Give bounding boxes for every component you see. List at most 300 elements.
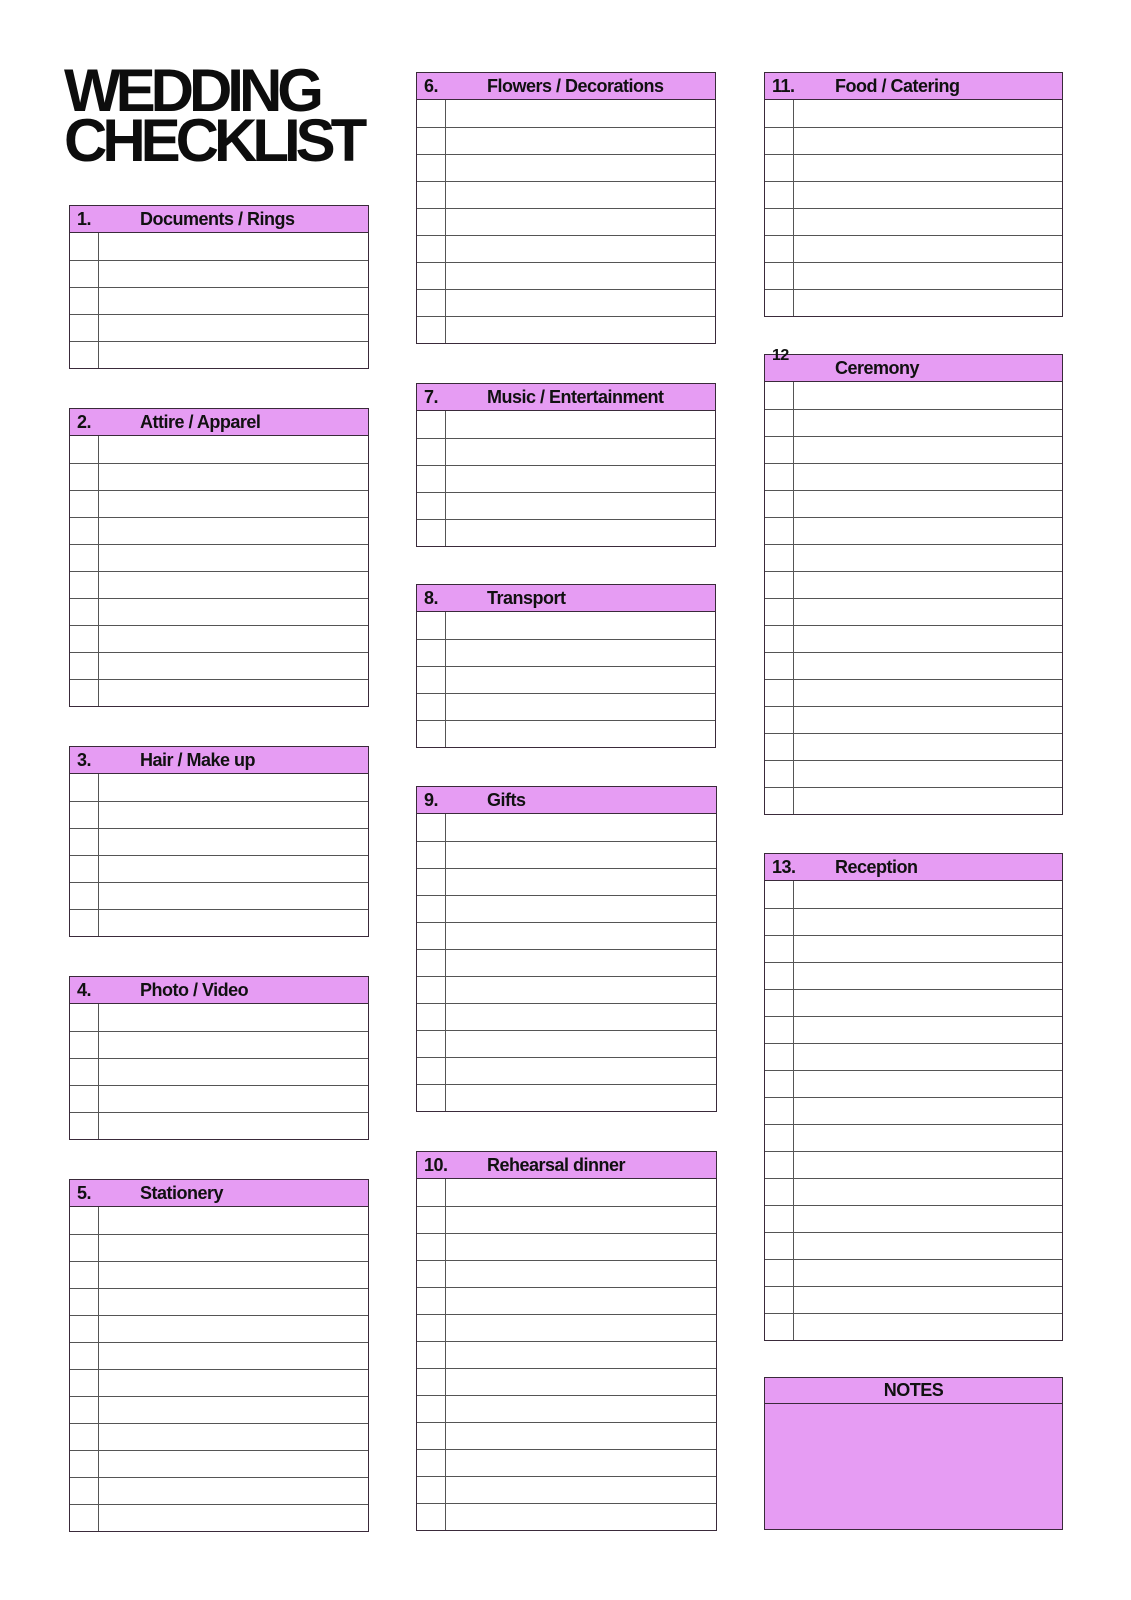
checkbox-cell[interactable] — [417, 1504, 446, 1530]
checklist-row — [765, 1124, 1062, 1151]
task-entry-line[interactable] — [794, 491, 1062, 517]
checkbox-cell[interactable] — [70, 436, 99, 463]
task-entry-line[interactable] — [794, 788, 1062, 814]
task-entry-line[interactable] — [794, 963, 1062, 989]
checkbox-cell[interactable] — [70, 1397, 99, 1423]
task-entry-line[interactable] — [446, 317, 715, 343]
task-entry-line[interactable] — [794, 881, 1062, 908]
checkbox-cell[interactable] — [765, 1287, 794, 1313]
task-entry-line[interactable] — [794, 707, 1062, 733]
checklist-row — [417, 814, 716, 841]
checkbox-cell[interactable] — [70, 680, 99, 706]
section-header — [765, 347, 1062, 382]
checklist-row — [765, 235, 1062, 262]
task-entry-line[interactable] — [446, 263, 715, 289]
checklist-row — [70, 679, 368, 706]
task-entry-line[interactable] — [99, 856, 368, 882]
checkbox-cell[interactable] — [70, 464, 99, 490]
checkbox-cell[interactable] — [70, 802, 99, 828]
checkbox-cell[interactable] — [70, 1316, 99, 1342]
checkbox-cell[interactable] — [765, 491, 794, 517]
title-line-2: CHECKLIST — [64, 107, 363, 174]
checklist-row — [70, 571, 368, 598]
task-entry-line[interactable] — [446, 466, 715, 492]
task-entry-line[interactable] — [794, 100, 1062, 127]
task-entry-line[interactable] — [794, 1260, 1062, 1286]
task-entry-line[interactable] — [794, 990, 1062, 1016]
checklist-row — [765, 1232, 1062, 1259]
task-entry-line[interactable] — [99, 774, 368, 801]
task-entry-line[interactable] — [446, 100, 715, 127]
checkbox-cell[interactable] — [417, 612, 446, 639]
checkbox-cell[interactable] — [765, 572, 794, 598]
checkbox-cell[interactable] — [70, 1113, 99, 1139]
task-entry-line[interactable] — [99, 1004, 368, 1031]
checkbox-cell[interactable] — [765, 653, 794, 679]
checkbox-cell[interactable] — [417, 694, 446, 720]
checkbox-cell[interactable] — [765, 1314, 794, 1340]
checklist-row — [70, 544, 368, 571]
task-entry-line[interactable] — [794, 1017, 1062, 1043]
checkbox-cell[interactable] — [417, 1261, 446, 1287]
task-entry-line[interactable] — [99, 288, 368, 314]
checkbox-cell[interactable] — [417, 923, 446, 949]
checklist-row — [417, 438, 715, 465]
checkbox-cell[interactable] — [417, 100, 446, 127]
task-entry-line[interactable] — [99, 1086, 368, 1112]
checkbox-cell[interactable] — [765, 545, 794, 571]
checkbox-cell[interactable] — [417, 1179, 446, 1206]
task-entry-line[interactable] — [446, 128, 715, 154]
task-entry-line[interactable] — [794, 1044, 1062, 1070]
task-entry-line[interactable] — [446, 869, 716, 895]
task-entry-line[interactable] — [794, 382, 1062, 409]
checkbox-cell[interactable] — [70, 1370, 99, 1396]
task-entry-line[interactable] — [446, 842, 716, 868]
checkbox-cell[interactable] — [765, 881, 794, 908]
task-entry-line[interactable] — [99, 342, 368, 368]
checklist-row — [70, 1396, 368, 1423]
checkbox-cell[interactable] — [765, 263, 794, 289]
task-entry-line[interactable] — [794, 1233, 1062, 1259]
task-entry-line[interactable] — [99, 1397, 368, 1423]
checkbox-cell[interactable] — [70, 829, 99, 855]
notes-box[interactable] — [764, 1377, 1063, 1530]
checkbox-cell[interactable] — [70, 856, 99, 882]
checklist-row — [70, 341, 368, 368]
checkbox-cell[interactable] — [70, 1086, 99, 1112]
task-entry-line[interactable] — [794, 128, 1062, 154]
task-entry-line[interactable] — [99, 599, 368, 625]
task-entry-line[interactable] — [794, 209, 1062, 235]
task-entry-line[interactable] — [99, 261, 368, 287]
task-entry-line[interactable] — [446, 1477, 716, 1503]
task-entry-line[interactable] — [99, 680, 368, 706]
checkbox-cell[interactable] — [417, 155, 446, 181]
task-entry-line[interactable] — [446, 1450, 716, 1476]
task-entry-line[interactable] — [99, 1059, 368, 1085]
task-entry-line[interactable] — [446, 1031, 716, 1057]
task-entry-line[interactable] — [446, 667, 715, 693]
task-entry-line[interactable] — [99, 518, 368, 544]
checklist-row — [70, 1504, 368, 1531]
task-entry-line[interactable] — [794, 572, 1062, 598]
checklist-row — [765, 787, 1062, 814]
checkbox-cell[interactable] — [417, 209, 446, 235]
task-entry-line[interactable] — [99, 464, 368, 490]
checklist-row — [417, 666, 715, 693]
task-entry-line[interactable] — [446, 290, 715, 316]
task-entry-line[interactable] — [446, 1504, 716, 1530]
checkbox-cell[interactable] — [70, 315, 99, 341]
checkbox-cell[interactable] — [417, 466, 446, 492]
checkbox-cell[interactable] — [765, 599, 794, 625]
checkbox-cell[interactable] — [417, 1031, 446, 1057]
checkbox-cell[interactable] — [70, 491, 99, 517]
checkbox-cell[interactable] — [70, 1059, 99, 1085]
task-entry-line[interactable] — [794, 263, 1062, 289]
task-entry-line[interactable] — [99, 1032, 368, 1058]
task-entry-line[interactable] — [794, 1314, 1062, 1340]
task-entry-line[interactable] — [446, 520, 715, 546]
task-entry-line[interactable] — [446, 721, 715, 747]
task-entry-line[interactable] — [446, 155, 715, 181]
task-entry-line[interactable] — [446, 814, 716, 841]
checkbox-cell[interactable] — [765, 100, 794, 127]
task-entry-line[interactable] — [446, 1004, 716, 1030]
task-entry-line[interactable] — [794, 734, 1062, 760]
checkbox-cell[interactable] — [417, 317, 446, 343]
task-entry-line[interactable] — [794, 1287, 1062, 1313]
task-entry-line[interactable] — [99, 883, 368, 909]
section-number: 2. — [77, 411, 92, 432]
task-entry-line[interactable] — [794, 464, 1062, 490]
checkbox-cell[interactable] — [70, 910, 99, 936]
checkbox-cell[interactable] — [417, 236, 446, 262]
checkbox-cell[interactable] — [765, 1071, 794, 1097]
task-entry-line[interactable] — [99, 802, 368, 828]
checklist-row — [70, 1477, 368, 1504]
task-entry-line[interactable] — [794, 1098, 1062, 1124]
task-entry-line[interactable] — [99, 829, 368, 855]
task-entry-line[interactable] — [794, 437, 1062, 463]
checkbox-cell[interactable] — [70, 288, 99, 314]
checkbox-cell[interactable] — [765, 936, 794, 962]
checkbox-cell[interactable] — [70, 1451, 99, 1477]
checkbox-cell[interactable] — [417, 1234, 446, 1260]
task-entry-line[interactable] — [794, 599, 1062, 625]
task-entry-line[interactable] — [99, 1113, 368, 1139]
checkbox-cell[interactable] — [417, 439, 446, 465]
task-entry-line[interactable] — [446, 182, 715, 208]
checkbox-cell[interactable] — [70, 572, 99, 598]
task-entry-line[interactable] — [794, 236, 1062, 262]
task-entry-line[interactable] — [99, 653, 368, 679]
checkbox-cell[interactable] — [417, 814, 446, 841]
checkbox-cell[interactable] — [765, 707, 794, 733]
checkbox-cell[interactable] — [70, 1289, 99, 1315]
task-entry-line[interactable] — [99, 1207, 368, 1234]
checklist-row — [70, 314, 368, 341]
task-entry-line[interactable] — [446, 896, 716, 922]
task-entry-line[interactable] — [446, 977, 716, 1003]
checkbox-cell[interactable] — [417, 1342, 446, 1368]
checkbox-cell[interactable] — [765, 290, 794, 316]
task-entry-line[interactable] — [446, 493, 715, 519]
checkbox-cell[interactable] — [417, 721, 446, 747]
task-entry-line[interactable] — [446, 1207, 716, 1233]
task-entry-line[interactable] — [446, 209, 715, 235]
task-entry-line[interactable] — [446, 1085, 716, 1111]
checkbox-cell[interactable] — [417, 1207, 446, 1233]
checkbox-cell[interactable] — [765, 155, 794, 181]
task-entry-line[interactable] — [446, 1369, 716, 1395]
task-entry-line[interactable] — [794, 909, 1062, 935]
checkbox-cell[interactable] — [70, 1505, 99, 1531]
task-entry-line[interactable] — [446, 950, 716, 976]
checkbox-cell[interactable] — [765, 1206, 794, 1232]
task-entry-line[interactable] — [794, 1125, 1062, 1151]
task-entry-line[interactable] — [794, 1206, 1062, 1232]
checklist-row — [765, 517, 1062, 544]
checkbox-cell[interactable] — [765, 909, 794, 935]
task-entry-line[interactable] — [794, 626, 1062, 652]
checklist-row — [765, 1097, 1062, 1124]
task-entry-line[interactable] — [794, 182, 1062, 208]
task-entry-line[interactable] — [794, 518, 1062, 544]
checkbox-cell[interactable] — [70, 342, 99, 368]
checkbox-cell[interactable] — [765, 437, 794, 463]
checkbox-cell[interactable] — [417, 1085, 446, 1111]
task-entry-line[interactable] — [446, 640, 715, 666]
task-entry-line[interactable] — [794, 545, 1062, 571]
checklist-row — [70, 1058, 368, 1085]
task-entry-line[interactable] — [99, 315, 368, 341]
checklist-row — [765, 571, 1062, 598]
checkbox-cell[interactable] — [417, 842, 446, 868]
checkbox-cell[interactable] — [765, 1125, 794, 1151]
checkbox-cell[interactable] — [70, 883, 99, 909]
checkbox-cell[interactable] — [765, 236, 794, 262]
task-entry-line[interactable] — [446, 1342, 716, 1368]
checklist-row — [765, 625, 1062, 652]
checkbox-cell[interactable] — [70, 774, 99, 801]
checkbox-cell[interactable] — [765, 680, 794, 706]
checklist-row — [417, 639, 715, 666]
checkbox-cell[interactable] — [765, 734, 794, 760]
task-entry-line[interactable] — [446, 1396, 716, 1422]
checkbox-cell[interactable] — [70, 1032, 99, 1058]
checkbox-cell[interactable] — [417, 1396, 446, 1422]
task-entry-line[interactable] — [99, 1235, 368, 1261]
checkbox-cell[interactable] — [765, 626, 794, 652]
checkbox-cell[interactable] — [417, 182, 446, 208]
section-number: 5. — [77, 1182, 92, 1203]
task-entry-line[interactable] — [794, 653, 1062, 679]
checkbox-cell[interactable] — [765, 1233, 794, 1259]
task-entry-line[interactable] — [99, 491, 368, 517]
task-entry-line[interactable] — [446, 236, 715, 262]
checkbox-cell[interactable] — [417, 1423, 446, 1449]
checklist-row — [417, 1057, 716, 1084]
checklist-row — [417, 1233, 716, 1260]
checkbox-cell[interactable] — [765, 761, 794, 787]
checklist-row — [765, 127, 1062, 154]
task-entry-line[interactable] — [446, 1315, 716, 1341]
checkbox-cell[interactable] — [70, 545, 99, 571]
checkbox-cell[interactable] — [417, 1369, 446, 1395]
section-number: 6. — [424, 75, 439, 96]
checkbox-cell[interactable] — [765, 464, 794, 490]
checkbox-cell[interactable] — [70, 1207, 99, 1234]
checkbox-cell[interactable] — [417, 290, 446, 316]
checkbox-cell[interactable] — [70, 653, 99, 679]
checkbox-cell[interactable] — [417, 640, 446, 666]
task-entry-line[interactable] — [794, 155, 1062, 181]
checklist-section — [416, 1151, 717, 1531]
task-entry-line[interactable] — [446, 1058, 716, 1084]
task-entry-line[interactable] — [794, 1179, 1062, 1205]
task-entry-line[interactable] — [99, 1370, 368, 1396]
task-entry-line[interactable] — [794, 680, 1062, 706]
checkbox-cell[interactable] — [765, 1260, 794, 1286]
section-header — [417, 384, 715, 411]
checkbox-cell[interactable] — [70, 518, 99, 544]
checkbox-cell[interactable] — [70, 1424, 99, 1450]
checkbox-cell[interactable] — [70, 233, 99, 260]
checkbox-cell[interactable] — [417, 1477, 446, 1503]
checkbox-cell[interactable] — [765, 1179, 794, 1205]
checkbox-cell[interactable] — [417, 1450, 446, 1476]
section-title: Gifts — [487, 789, 526, 810]
checklist-row — [417, 1476, 716, 1503]
task-entry-line[interactable] — [794, 1071, 1062, 1097]
task-entry-line[interactable] — [99, 1451, 368, 1477]
checklist-row — [417, 1368, 716, 1395]
section-number: 3. — [77, 749, 92, 770]
checklist-row — [765, 544, 1062, 571]
checklist-row — [417, 976, 716, 1003]
checkbox-cell[interactable] — [70, 1004, 99, 1031]
task-entry-line[interactable] — [794, 761, 1062, 787]
task-entry-line[interactable] — [99, 910, 368, 936]
task-entry-line[interactable] — [446, 694, 715, 720]
checkbox-cell[interactable] — [417, 950, 446, 976]
task-entry-line[interactable] — [794, 410, 1062, 436]
checkbox-cell[interactable] — [70, 1478, 99, 1504]
section-title: Food / Catering — [835, 75, 960, 96]
checkbox-cell[interactable] — [765, 209, 794, 235]
task-entry-line[interactable] — [446, 1423, 716, 1449]
task-entry-line[interactable] — [99, 233, 368, 260]
checkbox-cell[interactable] — [765, 1017, 794, 1043]
checklist-row — [765, 1259, 1062, 1286]
checkbox-cell[interactable] — [417, 1315, 446, 1341]
checkbox-cell[interactable] — [765, 1044, 794, 1070]
checklist-row — [765, 1178, 1062, 1205]
task-entry-line[interactable] — [446, 439, 715, 465]
checkbox-cell[interactable] — [417, 411, 446, 438]
checkbox-cell[interactable] — [765, 990, 794, 1016]
checklist-row — [70, 436, 368, 463]
task-entry-line[interactable] — [794, 1152, 1062, 1178]
task-entry-line[interactable] — [99, 626, 368, 652]
checkbox-cell[interactable] — [417, 263, 446, 289]
checkbox-cell[interactable] — [765, 382, 794, 409]
task-entry-line[interactable] — [99, 1262, 368, 1288]
checkbox-cell[interactable] — [70, 599, 99, 625]
task-entry-line[interactable] — [794, 936, 1062, 962]
checklist-row — [70, 1261, 368, 1288]
checkbox-cell[interactable] — [417, 896, 446, 922]
checkbox-cell[interactable] — [765, 410, 794, 436]
checkbox-cell[interactable] — [765, 1098, 794, 1124]
checklist-section — [416, 584, 716, 748]
checklist-row — [417, 519, 715, 546]
task-entry-line[interactable] — [446, 1234, 716, 1260]
checkbox-cell[interactable] — [417, 493, 446, 519]
task-entry-line[interactable] — [99, 1289, 368, 1315]
checkbox-cell[interactable] — [417, 1004, 446, 1030]
checkbox-cell[interactable] — [765, 182, 794, 208]
task-entry-line[interactable] — [99, 1424, 368, 1450]
checkbox-cell[interactable] — [765, 963, 794, 989]
checkbox-cell[interactable] — [70, 1262, 99, 1288]
task-entry-line[interactable] — [99, 436, 368, 463]
checkbox-cell[interactable] — [70, 1235, 99, 1261]
task-entry-line[interactable] — [446, 1288, 716, 1314]
checkbox-cell[interactable] — [70, 1343, 99, 1369]
checkbox-cell[interactable] — [765, 518, 794, 544]
checklist-row — [417, 1503, 716, 1530]
task-entry-line[interactable] — [99, 545, 368, 571]
checkbox-cell[interactable] — [765, 788, 794, 814]
checklist-row — [417, 181, 715, 208]
task-entry-line[interactable] — [99, 1316, 368, 1342]
checklist-row — [417, 1084, 716, 1111]
checklist-row — [417, 208, 715, 235]
checkbox-cell[interactable] — [417, 128, 446, 154]
checklist-row — [765, 289, 1062, 316]
checkbox-cell[interactable] — [765, 1152, 794, 1178]
checkbox-cell[interactable] — [417, 1058, 446, 1084]
checklist-row — [765, 1016, 1062, 1043]
checklist-row — [765, 1313, 1062, 1340]
section-number: 11. — [772, 75, 795, 96]
task-entry-line[interactable] — [99, 1343, 368, 1369]
checkbox-cell[interactable] — [417, 869, 446, 895]
task-entry-line[interactable] — [446, 411, 715, 438]
checkbox-cell[interactable] — [70, 261, 99, 287]
checkbox-cell[interactable] — [417, 977, 446, 1003]
checkbox-cell[interactable] — [70, 626, 99, 652]
task-entry-line[interactable] — [446, 1261, 716, 1287]
task-entry-line[interactable] — [446, 612, 715, 639]
task-entry-line[interactable] — [446, 1179, 716, 1206]
checklist-row — [70, 260, 368, 287]
checkbox-cell[interactable] — [417, 520, 446, 546]
checklist-row — [417, 316, 715, 343]
task-entry-line[interactable] — [99, 1478, 368, 1504]
checkbox-cell[interactable] — [417, 667, 446, 693]
checkbox-cell[interactable] — [765, 128, 794, 154]
task-entry-line[interactable] — [99, 572, 368, 598]
task-entry-line[interactable] — [446, 923, 716, 949]
task-entry-line[interactable] — [794, 290, 1062, 316]
checkbox-cell[interactable] — [417, 1288, 446, 1314]
task-entry-line[interactable] — [99, 1505, 368, 1531]
section-header — [70, 1180, 368, 1207]
